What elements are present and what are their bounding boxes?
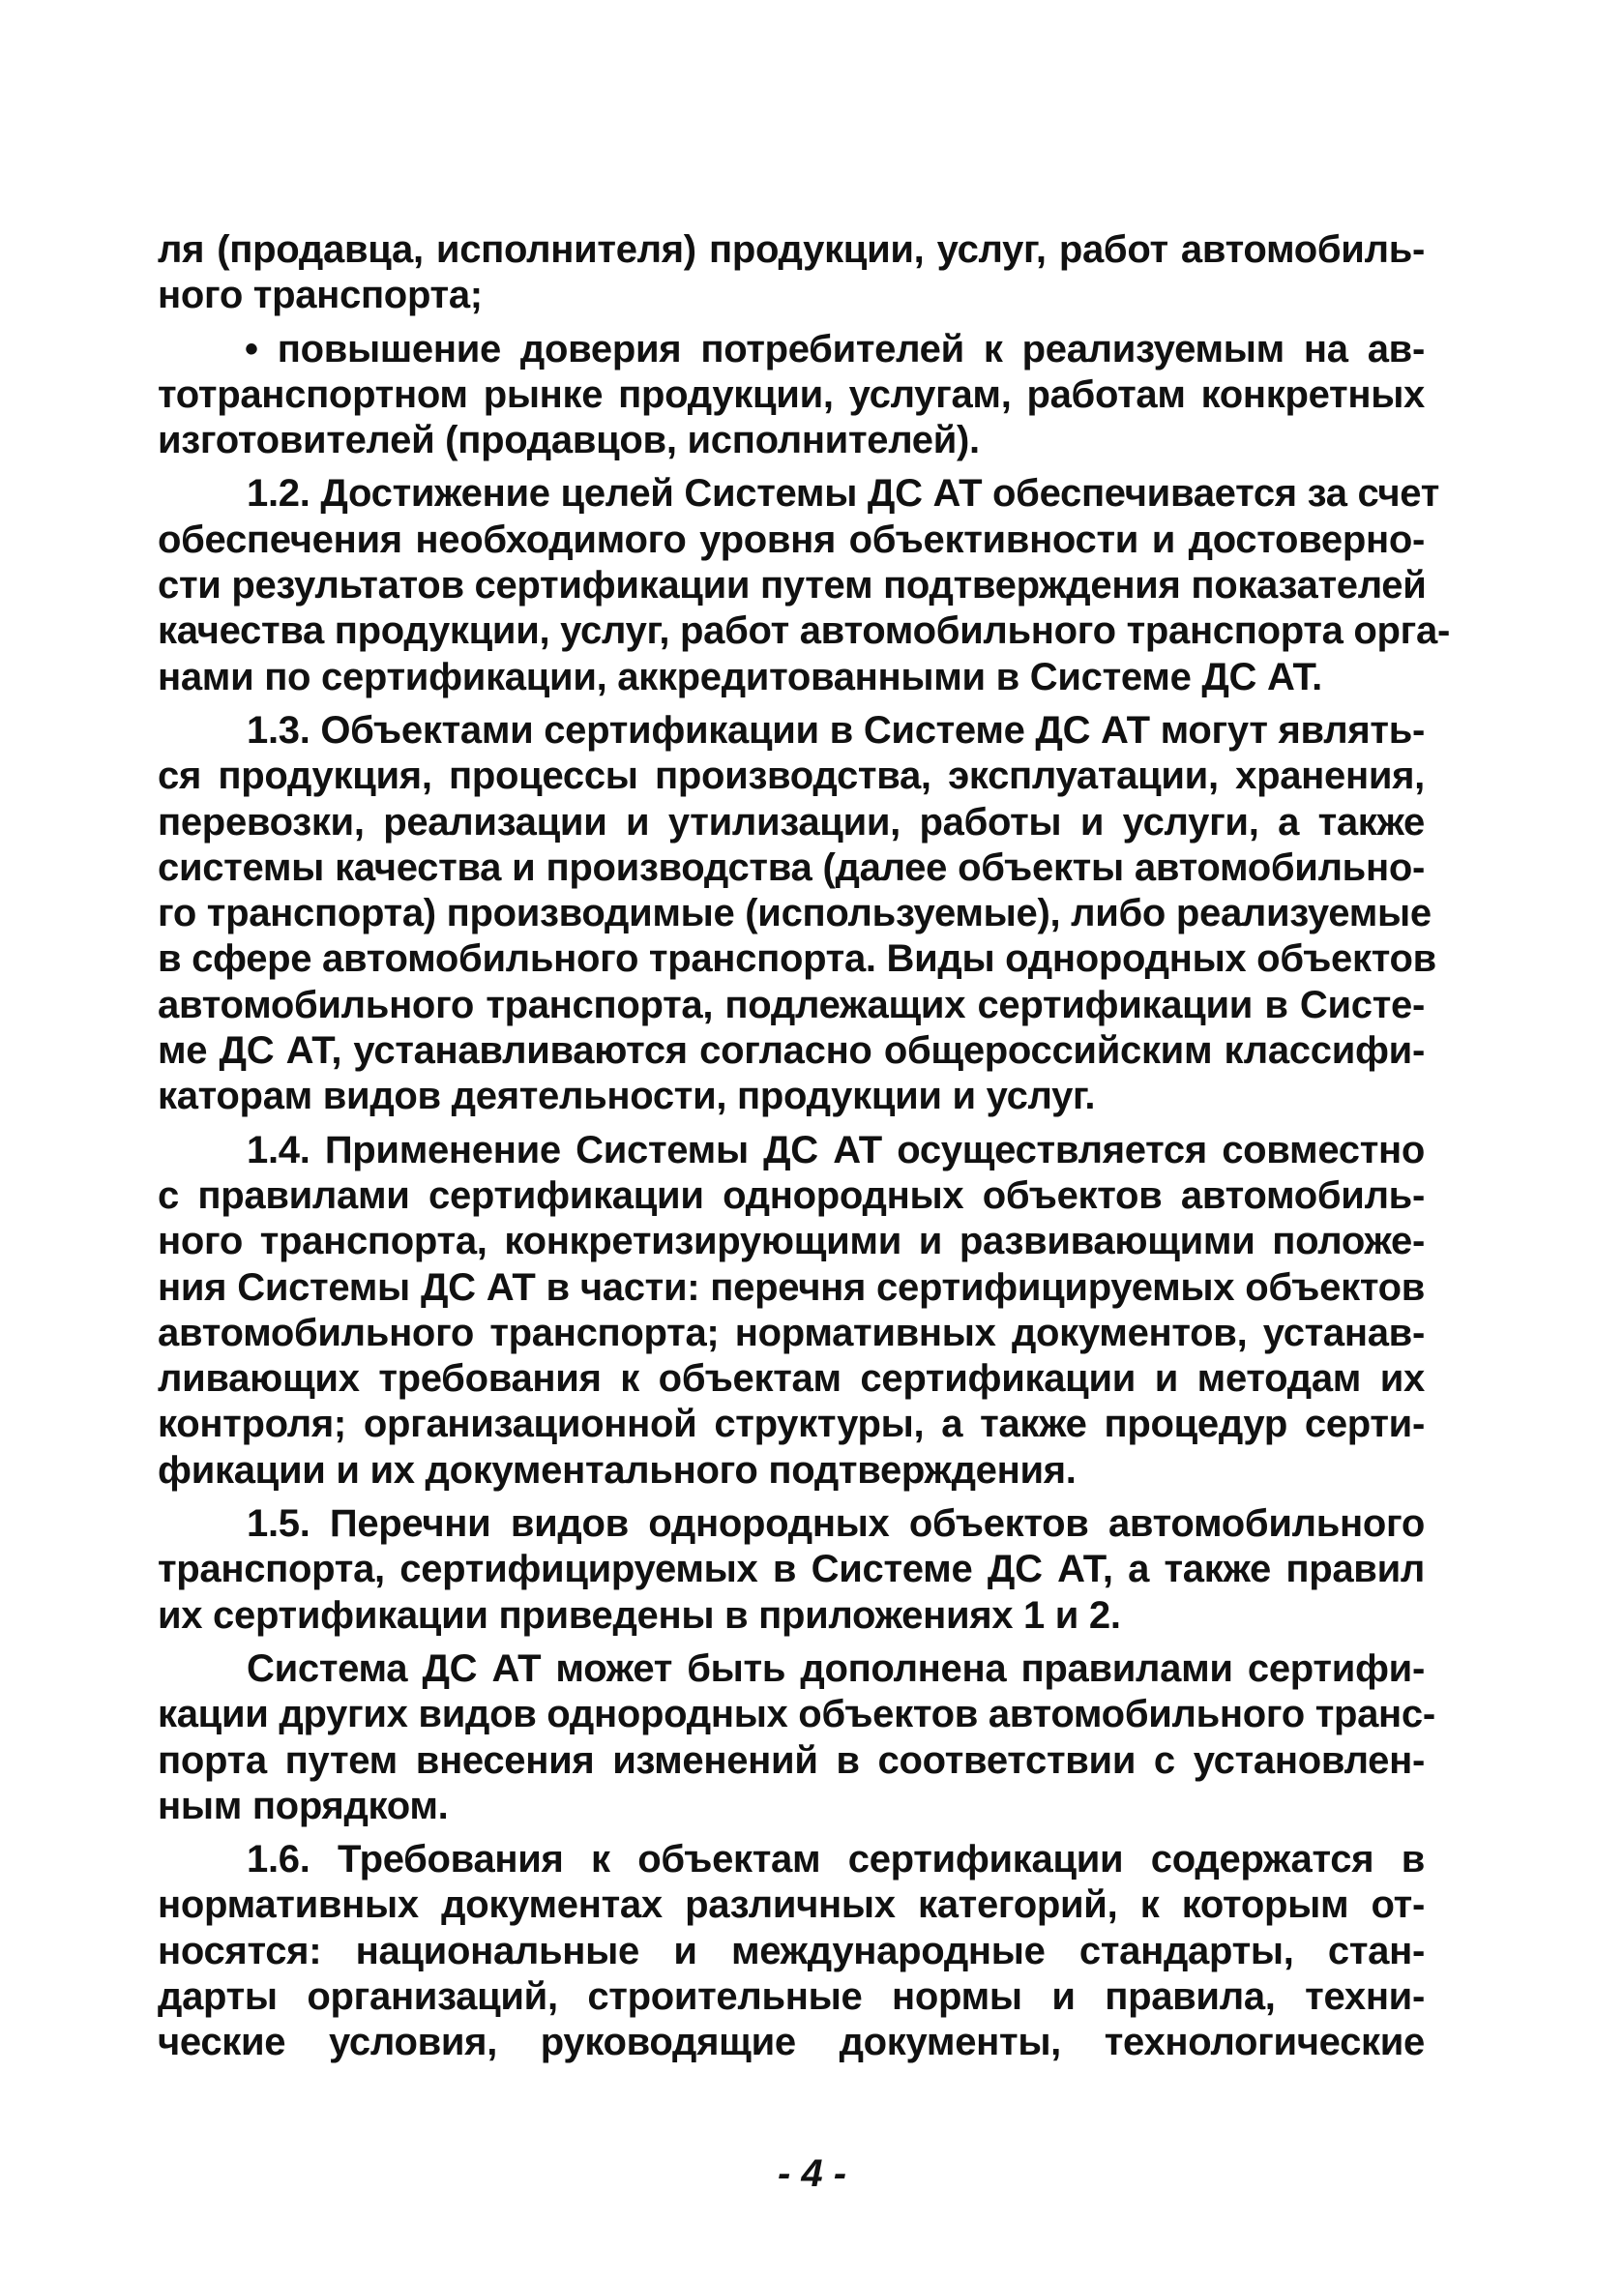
paragraph-1-4 xyxy=(158,1128,1425,1494)
text-line: носятся: национальные и международные стандарты, стан- xyxy=(158,1929,1425,1972)
text-line: каторам видов деятельности, продукции и услуг. xyxy=(158,1075,1096,1118)
paragraph-1-3 xyxy=(158,708,1436,1120)
paragraph-2-bullet xyxy=(158,327,1425,464)
text-line: ся продукция, процессы производства, эксплуатации, хранения, xyxy=(158,755,1425,798)
text-line: тотранспортном рынке продукции, услугам, работам конкретных xyxy=(158,372,1425,416)
text-line: ния Системы ДС АТ в части: перечня сертифицируемых объектов xyxy=(158,1265,1425,1309)
text-line: нами по сертификации, аккредитованными в Системе ДС АТ. xyxy=(158,655,1322,698)
text-line: • повышение доверия потребителей к реализуемым на ав- xyxy=(245,327,1425,370)
text-line: их сертификации приведены в приложениях 1 и 2. xyxy=(158,1593,1121,1637)
text-line: 1.5. Перечни видов однородных объектов автомобильного xyxy=(247,1502,1425,1546)
text-line: перевозки, реализации и утилизации, работы и услуги, а также xyxy=(158,800,1425,844)
text-line: дарты организаций, строительные нормы и правила, техни- xyxy=(158,1974,1425,2018)
text-line: изготовителей (продавцов, исполнителей). xyxy=(158,419,980,462)
paragraph-1-6 xyxy=(158,1837,1425,2065)
text-line: ческие условия, руководящие документы, технологические xyxy=(158,2021,1425,2064)
text-line: 1.3. Объектами сертификации в Системе ДС АТ могут являть- xyxy=(247,708,1425,752)
text-line: сти результатов сертификации путем подтверждения показателей xyxy=(158,564,1427,607)
text-line: ме ДС АТ, устанавливаются согласно общероссийским классифи- xyxy=(158,1029,1425,1073)
text-line: кации других видов однородных объектов автомобильного транс- xyxy=(158,1693,1435,1736)
text-line: обеспечения необходимого уровня объективности и достоверно- xyxy=(158,518,1425,561)
text-line: качества продукции, услуг, работ автомобильного транспорта орга- xyxy=(158,609,1450,653)
paragraph-1 xyxy=(158,227,1425,319)
text-line: Система ДС АТ может быть дополнена правилами сертифи- xyxy=(247,1646,1425,1690)
text-line: системы качества и производства (далее объекты автомобильно- xyxy=(158,845,1425,889)
text-line: транспорта, сертифицируемых в Системе ДС АТ, а также правил xyxy=(158,1548,1425,1591)
page-body xyxy=(158,227,1450,2066)
text-line: контроля; организационной структуры, а также процедур серти- xyxy=(158,1403,1425,1446)
text-line: ного транспорта, конкретизирующими и развивающими положе- xyxy=(158,1220,1425,1263)
text-line: ливающих требования к объектам сертификации и методам их xyxy=(158,1357,1425,1401)
paragraph-1-5 xyxy=(158,1501,1425,1639)
paragraph-1-2 xyxy=(158,471,1450,699)
text-line: автомобильного транспорта; нормативных документов, устанав- xyxy=(158,1311,1425,1354)
text-line: 1.4. Применение Системы ДС АТ осуществляется совместно xyxy=(247,1128,1425,1171)
text-line: порта путем внесения изменений в соответствии с установлен- xyxy=(158,1738,1425,1782)
text-line: автомобильного транспорта, подлежащих сертификации в Систе- xyxy=(158,983,1425,1026)
paragraph-addendum xyxy=(158,1646,1435,1829)
text-line: в сфере автомобильного транспорта. Виды однородных объектов xyxy=(158,937,1436,981)
text-line: с правилами сертификации однородных объектов автомобиль- xyxy=(158,1173,1425,1217)
text-line: го транспорта) производимые (используемые), либо реализуемые xyxy=(158,892,1432,935)
text-line: ным порядком. xyxy=(158,1784,449,1827)
text-line: 1.6. Требования к объектам сертификации содержатся в xyxy=(247,1838,1425,1881)
text-line: ля (продавца, исполнителя) продукции, услуг, работ автомобиль- xyxy=(158,228,1425,271)
text-line: ного транспорта; xyxy=(158,274,483,317)
text-line: фикации и их документального подтверждения. xyxy=(158,1448,1077,1492)
page-number: - 4 - xyxy=(777,2152,847,2195)
text-line: 1.2. Достижение целей Системы ДС АТ обеспечивается за счет xyxy=(247,472,1440,516)
text-line: нормативных документах различных категорий, к которым от- xyxy=(158,1883,1425,1927)
